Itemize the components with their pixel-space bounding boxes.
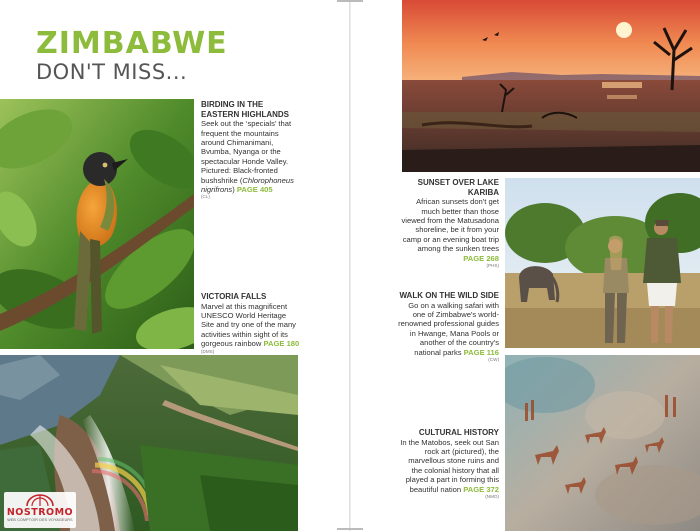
photo-credit: (DMS) bbox=[201, 348, 215, 354]
feature-body-text-end: ) bbox=[232, 185, 235, 195]
feature-body-text: Seek out the ‘specials’ that frequent the mountains around Chimanimani, Bvumba, Nyanga or the spectacular Honde Valley. Pictured: Black-fronted bushshrike ( bbox=[201, 119, 292, 185]
feature-heading: VICTORIA FALLS bbox=[201, 292, 267, 301]
feature-body bbox=[201, 302, 301, 349]
feature-victoria-falls bbox=[201, 292, 301, 355]
page-ref: PAGE 405 bbox=[236, 185, 273, 195]
feature-body-text: African sunsets don't get much better than those viewed from the Matusadona shoreline, be it from your camp or an evening boat trip among the sunken trees bbox=[401, 197, 499, 254]
feature-walking-safari bbox=[398, 291, 499, 363]
feature-lake-kariba bbox=[398, 178, 499, 269]
feature-heading: CULTURAL HISTORY bbox=[418, 428, 499, 437]
walking-safari-photo bbox=[505, 178, 700, 348]
feature-body bbox=[398, 197, 499, 263]
photo-credit: (CL) bbox=[201, 194, 210, 200]
feature-heading: BIRDING IN THE EASTERN HIGHLANDS bbox=[201, 100, 290, 119]
nostromo-watermark bbox=[4, 492, 76, 528]
page-title: ZIMBABWE bbox=[36, 26, 228, 61]
feature-birding bbox=[201, 100, 295, 200]
feature-body bbox=[201, 119, 295, 194]
photo-credit: (CW) bbox=[488, 357, 499, 363]
feature-body-italic: Chlorophoneus nigrifrons bbox=[201, 175, 294, 195]
feature-heading: SUNSET OVER LAKE KARIBA bbox=[417, 178, 499, 197]
page-ref: PAGE 268 bbox=[463, 253, 499, 263]
feature-body bbox=[398, 301, 499, 357]
feature-body bbox=[398, 438, 499, 494]
page-gutter bbox=[349, 0, 351, 531]
bird-photo bbox=[0, 99, 194, 349]
page-title-block bbox=[36, 28, 228, 84]
page-ref: PAGE 180 bbox=[263, 339, 300, 349]
page-ref: PAGE 116 bbox=[463, 347, 499, 357]
globe-icon bbox=[25, 494, 55, 506]
feature-body-text: In the Matobos, seek out San rock art (pictured), the marvellous stone ruins and the colonial history that all played a part in forming this beautiful nation bbox=[400, 437, 499, 494]
photo-credit: (PHS) bbox=[486, 263, 499, 269]
lake-kariba-sunset-photo bbox=[402, 0, 700, 172]
gutter-mark-top bbox=[337, 0, 363, 2]
rock-art-photo bbox=[505, 355, 700, 531]
feature-heading: WALK ON THE WILD SIDE bbox=[399, 291, 499, 300]
gutter-mark-bottom bbox=[337, 528, 363, 530]
photo-credit: (NMO) bbox=[485, 494, 499, 500]
feature-body-text: Marvel at this magnificent UNESCO World Heritage Site and try one of the many activities within sight of its gorgeous rainbow bbox=[201, 301, 296, 349]
page-subtitle: DON'T MISS... bbox=[36, 60, 188, 84]
watermark-brand: NOSTROMO bbox=[6, 507, 74, 518]
feature-body-text: Go on a walking safari with one of Zimbabwe's world-renowned professional guides in Hwange, Mana Pools or another of the country's national parks bbox=[398, 300, 499, 357]
watermark-tagline: WEB COMPTOIR DES VOYAGEURS bbox=[7, 518, 73, 522]
feature-cultural-history bbox=[398, 428, 499, 500]
page-ref: PAGE 372 bbox=[463, 484, 499, 494]
